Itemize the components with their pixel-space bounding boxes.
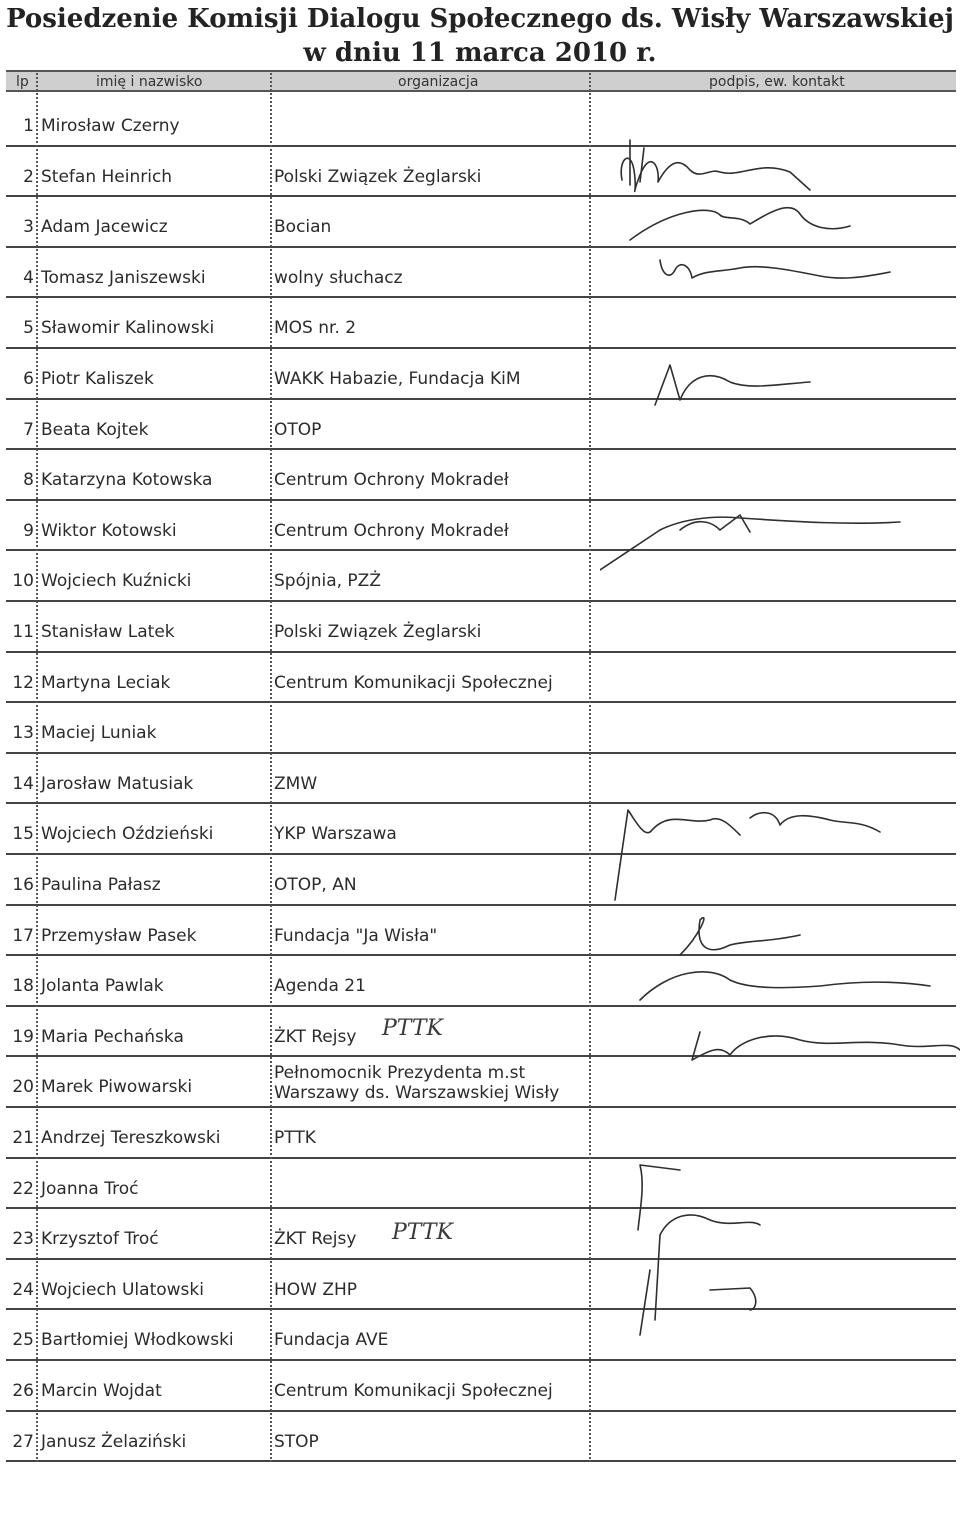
row-number: 3 [23, 217, 34, 238]
participant-organization: ŻKT Rejsy [274, 1229, 357, 1250]
participant-organization: OTOP, AN [274, 875, 357, 895]
participant-organization: Polski Związek Żeglarski [274, 622, 482, 642]
participant-organization: Pełnomocnik Prezydenta m.st Warszawy ds. Warszawskiej Wisły [274, 1063, 560, 1104]
participant-organization: Centrum Komunikacji Społecznej [274, 1381, 553, 1401]
participant-name: Przemysław Pasek [41, 925, 197, 946]
row-number: 19 [12, 1026, 34, 1047]
row-number: 12 [12, 672, 34, 693]
participant-organization: YKP Warszawa [274, 824, 397, 845]
participant-organization: WAKK Habazie, Fundacja KiM [274, 369, 521, 389]
row-number: 20 [12, 1077, 34, 1098]
column-divider [36, 70, 38, 1462]
row-number: 11 [12, 622, 34, 642]
handwritten-note: PTTK [382, 1016, 443, 1041]
participant-name: Wojciech Ulatowski [41, 1279, 204, 1300]
participant-organization: Agenda 21 [274, 976, 366, 997]
row-number: 22 [12, 1178, 34, 1199]
participant-name: Katarzyna Kotowska [41, 470, 213, 491]
row-number: 24 [12, 1279, 34, 1300]
participant-organization: Spójnia, PZŻ [274, 571, 381, 592]
row-number: 9 [23, 520, 34, 541]
participant-organization: Fundacja AVE [274, 1330, 389, 1351]
row-number: 17 [12, 925, 34, 946]
signature-row-17 [680, 918, 800, 955]
participant-organization: STOP [274, 1431, 319, 1452]
participant-name: Wiktor Kotowski [41, 520, 177, 541]
participant-name: Wojciech Kuźnicki [41, 571, 192, 592]
column-divider [270, 70, 272, 1462]
participant-name: Stanisław Latek [41, 622, 175, 642]
row-number: 18 [12, 976, 34, 997]
participant-organization: ŻKT Rejsy [274, 1026, 357, 1047]
header-organization: organizacja [398, 74, 479, 90]
participant-name: Maciej Luniak [41, 723, 157, 744]
row-number: 7 [23, 419, 34, 440]
participant-name: Adam Jacewicz [41, 217, 168, 238]
row-number: 2 [23, 166, 34, 187]
row-number: 13 [12, 723, 34, 744]
signature-row-15 [615, 810, 880, 900]
participant-organization: Bocian [274, 217, 332, 238]
signature-row-6 [655, 365, 810, 405]
row-number: 14 [12, 773, 34, 794]
row-number: 6 [23, 369, 34, 389]
row-number: 25 [12, 1330, 34, 1351]
participant-name: Wojciech Oździeński [41, 824, 214, 845]
participant-organization: Fundacja "Ja Wisła" [274, 925, 438, 946]
signature-row-2 [621, 140, 810, 191]
participant-name: Andrzej Tereszkowski [41, 1128, 221, 1148]
participant-organization: MOS nr. 2 [274, 318, 357, 339]
row-number: 16 [12, 875, 34, 895]
participant-name: Bartłomiej Włodkowski [41, 1330, 234, 1351]
participant-organization: ZMW [274, 773, 318, 794]
signature-row-18 [640, 972, 930, 1000]
header-lp: lp [16, 74, 29, 90]
participant-name: Joanna Troć [41, 1178, 139, 1199]
participant-organization: Centrum Ochrony Mokradeł [274, 520, 509, 541]
handwritten-note: PTTK [392, 1220, 453, 1245]
participant-organization: PTTK [274, 1128, 316, 1148]
participant-name: Marcin Wojdat [41, 1381, 162, 1401]
signature-row-3 [630, 208, 850, 240]
document-title: Posiedzenie Komisji Dialogu Społecznego ds. Wisły Warszawskiej [6, 4, 954, 34]
row-number: 4 [23, 267, 34, 288]
row-number: 15 [12, 824, 34, 845]
participant-name: Sławomir Kalinowski [41, 318, 215, 339]
signature-row-9 [600, 515, 900, 570]
row-number: 27 [12, 1431, 34, 1452]
row-number: 23 [12, 1229, 34, 1250]
document-date: w dniu 11 marca 2010 r. [303, 38, 657, 68]
participant-name: Mirosław Czerny [41, 116, 180, 136]
row-number: 1 [23, 116, 34, 136]
participant-organization: OTOP [274, 419, 322, 440]
participant-name: Piotr Kaliszek [41, 369, 154, 389]
row-number: 21 [12, 1128, 34, 1148]
row-number: 8 [23, 470, 34, 491]
participant-organization: Centrum Ochrony Mokradeł [274, 470, 509, 491]
signature-row-4 [660, 260, 890, 278]
participant-organization: HOW ZHP [274, 1279, 358, 1300]
row-number: 10 [12, 571, 34, 592]
participant-name: Janusz Żelaziński [41, 1431, 187, 1452]
participant-name: Marek Piwowarski [41, 1077, 193, 1098]
participant-name: Martyna Leciak [41, 672, 171, 693]
signature-scribbles [600, 120, 960, 1480]
table-header [6, 70, 956, 92]
participant-name: Jarosław Matusiak [41, 773, 194, 794]
row-number: 26 [12, 1381, 34, 1401]
participant-name: Tomasz Janiszewski [41, 267, 206, 288]
participant-organization: Polski Związek Żeglarski [274, 166, 482, 187]
participant-name: Jolanta Pawlak [41, 976, 164, 997]
participant-name: Beata Kojtek [41, 419, 149, 440]
participant-name: Paulina Pałasz [41, 875, 161, 895]
signature-row-19 [692, 1032, 960, 1060]
signature-row-22-23 [638, 1165, 760, 1320]
header-signature: podpis, ew. kontakt [709, 74, 845, 90]
column-divider [589, 70, 591, 1462]
participant-name: Stefan Heinrich [41, 166, 173, 187]
header-name: imię i nazwisko [96, 74, 203, 90]
participant-organization: wolny słuchacz [274, 267, 403, 288]
participant-name: Maria Pechańska [41, 1026, 184, 1047]
participant-organization: Centrum Komunikacji Społecznej [274, 672, 553, 693]
participant-name: Krzysztof Troć [41, 1229, 159, 1250]
row-number: 5 [23, 318, 34, 339]
